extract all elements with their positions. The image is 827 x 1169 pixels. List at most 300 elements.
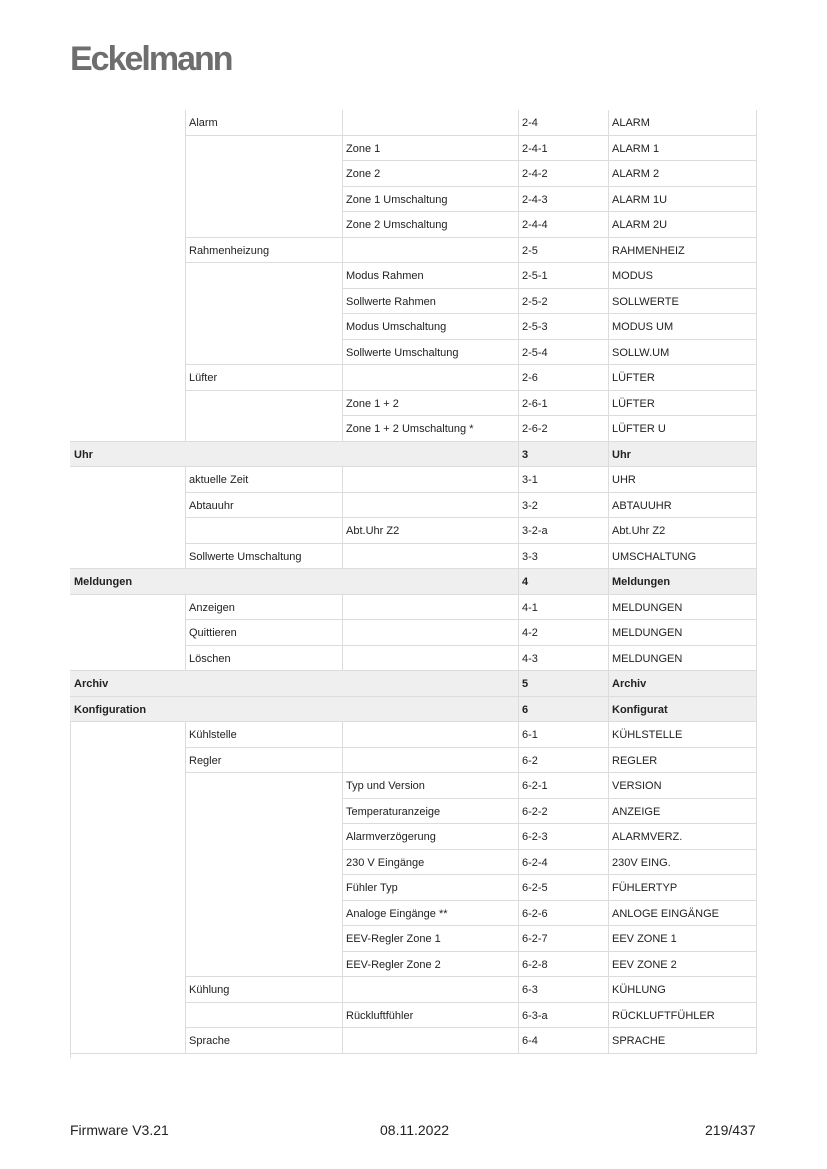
col-display-text-cell: LÜFTER U xyxy=(608,416,756,442)
table-row xyxy=(70,952,756,978)
col-level-3-cell: Fühler Typ xyxy=(342,875,518,901)
table-row xyxy=(70,875,756,901)
col-divider xyxy=(518,595,519,621)
table-row xyxy=(70,544,756,570)
col-divider xyxy=(185,620,186,646)
col-level-2-cell xyxy=(185,391,342,417)
col-divider xyxy=(185,493,186,519)
col-divider xyxy=(342,748,343,774)
col-divider xyxy=(756,544,757,570)
table-row xyxy=(70,901,756,927)
col-level-3-cell xyxy=(342,748,518,774)
col-divider xyxy=(608,569,609,595)
col-level-3-cell: Typ und Version xyxy=(342,773,518,799)
col-level-3-cell xyxy=(342,671,518,697)
col-divider xyxy=(185,773,186,799)
col-display-text-cell: MODUS xyxy=(608,263,756,289)
col-divider xyxy=(342,799,343,825)
col-level-1-cell xyxy=(70,136,185,162)
col-divider xyxy=(342,1028,343,1054)
col-divider xyxy=(756,314,757,340)
col-menu-number-cell: 2-5 xyxy=(518,238,608,264)
col-level-1-cell xyxy=(70,365,185,391)
table-row xyxy=(70,850,756,876)
col-divider xyxy=(608,977,609,1003)
col-divider xyxy=(756,263,757,289)
col-level-2-cell: Kühlung xyxy=(185,977,342,1003)
col-level-2-cell xyxy=(185,824,342,850)
col-level-2-cell: aktuelle Zeit xyxy=(185,467,342,493)
col-divider xyxy=(608,110,609,136)
col-divider xyxy=(518,263,519,289)
col-menu-number-cell: 4-2 xyxy=(518,620,608,646)
col-level-2-cell: Regler xyxy=(185,748,342,774)
table-section-row xyxy=(70,442,756,468)
col-menu-number-cell: 6-2-3 xyxy=(518,824,608,850)
table-row xyxy=(70,824,756,850)
col-level-2-cell xyxy=(185,518,342,544)
col-divider xyxy=(185,850,186,876)
col-divider xyxy=(756,1003,757,1029)
col-level-2-cell xyxy=(185,697,342,723)
col-level-2-cell xyxy=(185,161,342,187)
col-divider xyxy=(342,314,343,340)
col-menu-number-cell: 3-1 xyxy=(518,467,608,493)
col-divider xyxy=(342,1003,343,1029)
col-divider xyxy=(756,136,757,162)
col-menu-number-cell: 2-6 xyxy=(518,365,608,391)
col-menu-number-cell: 2-5-3 xyxy=(518,314,608,340)
col-divider xyxy=(756,722,757,748)
col-level-2-cell: Kühlstelle xyxy=(185,722,342,748)
col-divider xyxy=(342,238,343,264)
col-level-3-cell: Zone 1 Umschaltung xyxy=(342,187,518,213)
col-display-text-cell: Abt.Uhr Z2 xyxy=(608,518,756,544)
col-level-3-cell: Zone 2 xyxy=(342,161,518,187)
col-level-3-cell: EEV-Regler Zone 1 xyxy=(342,926,518,952)
col-divider xyxy=(185,1028,186,1054)
col-divider xyxy=(756,391,757,417)
col-divider xyxy=(185,238,186,264)
col-level-3-cell xyxy=(342,442,518,468)
col-menu-number-cell: 6-3 xyxy=(518,977,608,1003)
table-section-row xyxy=(70,671,756,697)
col-level-2-cell: Alarm xyxy=(185,110,342,136)
col-level-2-cell xyxy=(185,442,342,468)
col-divider xyxy=(756,595,757,621)
col-level-2-cell xyxy=(185,671,342,697)
col-level-3-cell: Sollwerte Rahmen xyxy=(342,289,518,315)
col-display-text-cell: MELDUNGEN xyxy=(608,595,756,621)
col-level-1-cell xyxy=(70,901,185,927)
col-divider xyxy=(185,977,186,1003)
col-divider xyxy=(608,467,609,493)
col-level-1-cell xyxy=(70,263,185,289)
col-display-text-cell: 230V EING. xyxy=(608,850,756,876)
col-divider xyxy=(518,748,519,774)
col-level-3-cell xyxy=(342,110,518,136)
col-divider xyxy=(518,569,519,595)
col-divider xyxy=(518,671,519,697)
col-divider xyxy=(756,212,757,238)
col-divider xyxy=(518,187,519,213)
col-divider xyxy=(518,722,519,748)
col-level-1-cell xyxy=(70,595,185,621)
col-divider xyxy=(756,952,757,978)
col-divider xyxy=(518,212,519,238)
table-row xyxy=(70,136,756,162)
col-divider xyxy=(518,238,519,264)
col-divider xyxy=(608,442,609,468)
col-divider xyxy=(756,697,757,723)
col-divider xyxy=(185,595,186,621)
col-level-1-cell xyxy=(70,187,185,213)
col-display-text-cell: UMSCHALTUNG xyxy=(608,544,756,570)
col-divider xyxy=(756,748,757,774)
col-divider xyxy=(518,773,519,799)
col-menu-number-cell: 2-4-4 xyxy=(518,212,608,238)
col-divider xyxy=(608,136,609,162)
col-menu-number-cell: 4-1 xyxy=(518,595,608,621)
col-menu-number-cell: 2-4-1 xyxy=(518,136,608,162)
col-divider xyxy=(185,544,186,570)
col-divider xyxy=(608,646,609,672)
col-display-text-cell: SOLLWERTE xyxy=(608,289,756,315)
table-row xyxy=(70,518,756,544)
col-level-2-cell xyxy=(185,416,342,442)
table-row xyxy=(70,238,756,264)
col-level-2-cell: Löschen xyxy=(185,646,342,672)
col-level-3-cell xyxy=(342,569,518,595)
col-divider xyxy=(185,722,186,748)
col-divider xyxy=(342,620,343,646)
table-row xyxy=(70,391,756,417)
col-level-3-cell xyxy=(342,365,518,391)
col-display-text-cell: ABTAUUHR xyxy=(608,493,756,519)
col-level-3-cell: Temperaturanzeige xyxy=(342,799,518,825)
col-divider xyxy=(185,875,186,901)
col-level-3-cell: Rückluftfühler xyxy=(342,1003,518,1029)
table-left-border xyxy=(70,722,71,1058)
col-level-1-cell xyxy=(70,977,185,1003)
col-level-1-cell xyxy=(70,926,185,952)
table-row xyxy=(70,1003,756,1029)
col-divider xyxy=(185,263,186,289)
col-divider xyxy=(608,340,609,366)
col-level-3-cell: Zone 1 + 2 xyxy=(342,391,518,417)
col-divider xyxy=(342,391,343,417)
col-divider xyxy=(608,391,609,417)
col-divider xyxy=(608,901,609,927)
col-divider xyxy=(608,671,609,697)
col-divider xyxy=(342,773,343,799)
col-level-1-cell xyxy=(70,952,185,978)
col-display-text-cell: UHR xyxy=(608,467,756,493)
col-divider xyxy=(342,544,343,570)
col-menu-number-cell: 2-5-2 xyxy=(518,289,608,315)
col-divider xyxy=(518,875,519,901)
col-level-1-cell xyxy=(70,238,185,264)
col-level-2-cell xyxy=(185,901,342,927)
col-divider xyxy=(608,748,609,774)
col-menu-number-cell: 6-1 xyxy=(518,722,608,748)
col-level-2-cell xyxy=(185,136,342,162)
col-divider xyxy=(185,110,186,136)
col-divider xyxy=(608,824,609,850)
col-divider xyxy=(608,493,609,519)
col-level-3-cell xyxy=(342,595,518,621)
col-divider xyxy=(608,187,609,213)
col-divider xyxy=(756,569,757,595)
col-display-text-cell: MELDUNGEN xyxy=(608,646,756,672)
col-menu-number-cell: 6-2-2 xyxy=(518,799,608,825)
col-level-1-cell xyxy=(70,850,185,876)
col-level-3-cell: Modus Rahmen xyxy=(342,263,518,289)
col-menu-number-cell: 6-3-a xyxy=(518,1003,608,1029)
col-divider xyxy=(756,187,757,213)
col-menu-number-cell: 3-2 xyxy=(518,493,608,519)
col-divider xyxy=(608,926,609,952)
col-level-1-cell xyxy=(70,620,185,646)
col-menu-number-cell: 6-2-8 xyxy=(518,952,608,978)
table-row xyxy=(70,773,756,799)
table-row xyxy=(70,799,756,825)
col-divider xyxy=(756,365,757,391)
col-display-text-cell: MODUS UM xyxy=(608,314,756,340)
col-divider xyxy=(608,697,609,723)
col-divider xyxy=(608,314,609,340)
col-divider xyxy=(518,493,519,519)
col-divider xyxy=(608,416,609,442)
table-row xyxy=(70,289,756,315)
col-menu-number-cell: 6-2-4 xyxy=(518,850,608,876)
col-display-text-cell: ALARM xyxy=(608,110,756,136)
col-display-text-cell: ANZEIGE xyxy=(608,799,756,825)
col-divider xyxy=(342,263,343,289)
col-display-text-cell: VERSION xyxy=(608,773,756,799)
col-divider xyxy=(756,161,757,187)
col-divider xyxy=(608,1028,609,1054)
table-row xyxy=(70,161,756,187)
col-level-3-cell: Modus Umschaltung xyxy=(342,314,518,340)
col-level-2-cell xyxy=(185,569,342,595)
col-menu-number-cell: 2-4 xyxy=(518,110,608,136)
col-display-text-cell: REGLER xyxy=(608,748,756,774)
col-divider xyxy=(518,442,519,468)
col-level-1-cell: Archiv xyxy=(70,671,185,697)
col-divider xyxy=(518,1003,519,1029)
col-display-text-cell: ANLOGE EINGÄNGE xyxy=(608,901,756,927)
col-divider xyxy=(342,824,343,850)
col-divider xyxy=(608,238,609,264)
col-level-1-cell xyxy=(70,416,185,442)
col-menu-number-cell: 2-6-1 xyxy=(518,391,608,417)
col-divider xyxy=(756,977,757,1003)
col-level-2-cell xyxy=(185,799,342,825)
col-level-2-cell xyxy=(185,952,342,978)
col-menu-number-cell: 6-2-1 xyxy=(518,773,608,799)
col-divider xyxy=(518,110,519,136)
col-level-2-cell: Sprache xyxy=(185,1028,342,1054)
table-row xyxy=(70,926,756,952)
col-divider xyxy=(518,1028,519,1054)
col-level-3-cell: Zone 1 xyxy=(342,136,518,162)
col-divider xyxy=(756,824,757,850)
col-divider xyxy=(756,875,757,901)
col-menu-number-cell: 6 xyxy=(518,697,608,723)
col-divider xyxy=(756,850,757,876)
col-level-2-cell xyxy=(185,314,342,340)
footer-page-number: 219/437 xyxy=(705,1122,756,1138)
col-level-1-cell xyxy=(70,110,185,136)
col-divider xyxy=(185,467,186,493)
col-divider xyxy=(518,952,519,978)
col-level-2-cell: Anzeigen xyxy=(185,595,342,621)
table-row xyxy=(70,314,756,340)
col-divider xyxy=(342,365,343,391)
col-display-text-cell: LÜFTER xyxy=(608,391,756,417)
col-level-3-cell xyxy=(342,467,518,493)
col-divider xyxy=(756,238,757,264)
col-level-1-cell xyxy=(70,773,185,799)
col-divider xyxy=(342,850,343,876)
col-level-3-cell: Abt.Uhr Z2 xyxy=(342,518,518,544)
col-divider xyxy=(518,646,519,672)
col-level-1-cell: Meldungen xyxy=(70,569,185,595)
col-level-3-cell: Analoge Eingänge ** xyxy=(342,901,518,927)
col-divider xyxy=(185,748,186,774)
col-divider xyxy=(756,340,757,366)
col-divider xyxy=(608,952,609,978)
col-divider xyxy=(756,1028,757,1054)
col-divider xyxy=(756,518,757,544)
col-display-text-cell: ALARM 1U xyxy=(608,187,756,213)
col-divider xyxy=(518,697,519,723)
col-level-3-cell xyxy=(342,977,518,1003)
col-divider xyxy=(518,467,519,493)
col-level-1-cell xyxy=(70,212,185,238)
col-divider xyxy=(342,467,343,493)
col-divider xyxy=(518,620,519,646)
col-divider xyxy=(608,595,609,621)
col-divider xyxy=(342,977,343,1003)
col-menu-number-cell: 6-2-6 xyxy=(518,901,608,927)
col-divider xyxy=(185,799,186,825)
col-divider xyxy=(185,952,186,978)
col-level-1-cell xyxy=(70,518,185,544)
col-level-1-cell xyxy=(70,1028,185,1054)
col-level-2-cell xyxy=(185,289,342,315)
col-level-2-cell: Abtauuhr xyxy=(185,493,342,519)
table-row xyxy=(70,646,756,672)
col-divider xyxy=(185,824,186,850)
col-divider xyxy=(756,901,757,927)
table-row xyxy=(70,416,756,442)
col-menu-number-cell: 4 xyxy=(518,569,608,595)
col-divider xyxy=(608,365,609,391)
col-level-2-cell xyxy=(185,212,342,238)
col-divider xyxy=(185,289,186,315)
col-display-text-cell: Uhr xyxy=(608,442,756,468)
col-divider xyxy=(608,212,609,238)
col-divider xyxy=(608,544,609,570)
table-row xyxy=(70,263,756,289)
col-divider xyxy=(342,416,343,442)
col-level-1-cell xyxy=(70,722,185,748)
table-row xyxy=(70,340,756,366)
col-divider xyxy=(518,416,519,442)
col-divider xyxy=(608,1003,609,1029)
col-divider xyxy=(518,161,519,187)
col-divider xyxy=(342,901,343,927)
col-display-text-cell: SOLLW.UM xyxy=(608,340,756,366)
table-row xyxy=(70,722,756,748)
col-level-3-cell xyxy=(342,620,518,646)
col-level-2-cell xyxy=(185,187,342,213)
col-divider xyxy=(342,926,343,952)
table-row xyxy=(70,187,756,213)
col-menu-number-cell: 6-2-5 xyxy=(518,875,608,901)
table-row xyxy=(70,467,756,493)
col-divider xyxy=(756,773,757,799)
col-level-3-cell: EEV-Regler Zone 2 xyxy=(342,952,518,978)
col-menu-number-cell: 5 xyxy=(518,671,608,697)
col-level-3-cell xyxy=(342,646,518,672)
col-level-2-cell xyxy=(185,340,342,366)
col-menu-number-cell: 6-2-7 xyxy=(518,926,608,952)
col-divider xyxy=(342,289,343,315)
col-divider xyxy=(608,518,609,544)
col-divider xyxy=(756,926,757,952)
footer-firmware: Firmware V3.21 xyxy=(70,1122,169,1138)
col-level-1-cell xyxy=(70,748,185,774)
col-display-text-cell: RAHMENHEIZ xyxy=(608,238,756,264)
col-divider xyxy=(608,773,609,799)
col-display-text-cell: ALARM 2 xyxy=(608,161,756,187)
col-divider xyxy=(342,161,343,187)
col-divider xyxy=(518,544,519,570)
col-level-3-cell xyxy=(342,1028,518,1054)
col-level-2-cell: Quittieren xyxy=(185,620,342,646)
col-divider xyxy=(342,136,343,162)
col-divider xyxy=(756,620,757,646)
col-divider xyxy=(756,442,757,468)
col-divider xyxy=(518,365,519,391)
col-divider xyxy=(342,110,343,136)
col-level-3-cell: Zone 2 Umschaltung xyxy=(342,212,518,238)
col-menu-number-cell: 2-5-4 xyxy=(518,340,608,366)
col-level-3-cell xyxy=(342,722,518,748)
col-menu-number-cell: 3-2-a xyxy=(518,518,608,544)
col-divider xyxy=(518,901,519,927)
col-divider xyxy=(518,850,519,876)
col-display-text-cell: ALARM 1 xyxy=(608,136,756,162)
col-divider xyxy=(185,212,186,238)
col-level-3-cell: Sollwerte Umschaltung xyxy=(342,340,518,366)
col-divider xyxy=(756,493,757,519)
col-divider xyxy=(756,671,757,697)
col-divider xyxy=(518,977,519,1003)
col-level-2-cell xyxy=(185,263,342,289)
col-level-1-cell: Konfiguration xyxy=(70,697,185,723)
col-level-1-cell xyxy=(70,391,185,417)
col-divider xyxy=(342,340,343,366)
col-level-3-cell xyxy=(342,493,518,519)
col-divider xyxy=(185,391,186,417)
table-row xyxy=(70,1028,756,1054)
col-level-2-cell: Lüfter xyxy=(185,365,342,391)
col-menu-number-cell: 2-5-1 xyxy=(518,263,608,289)
